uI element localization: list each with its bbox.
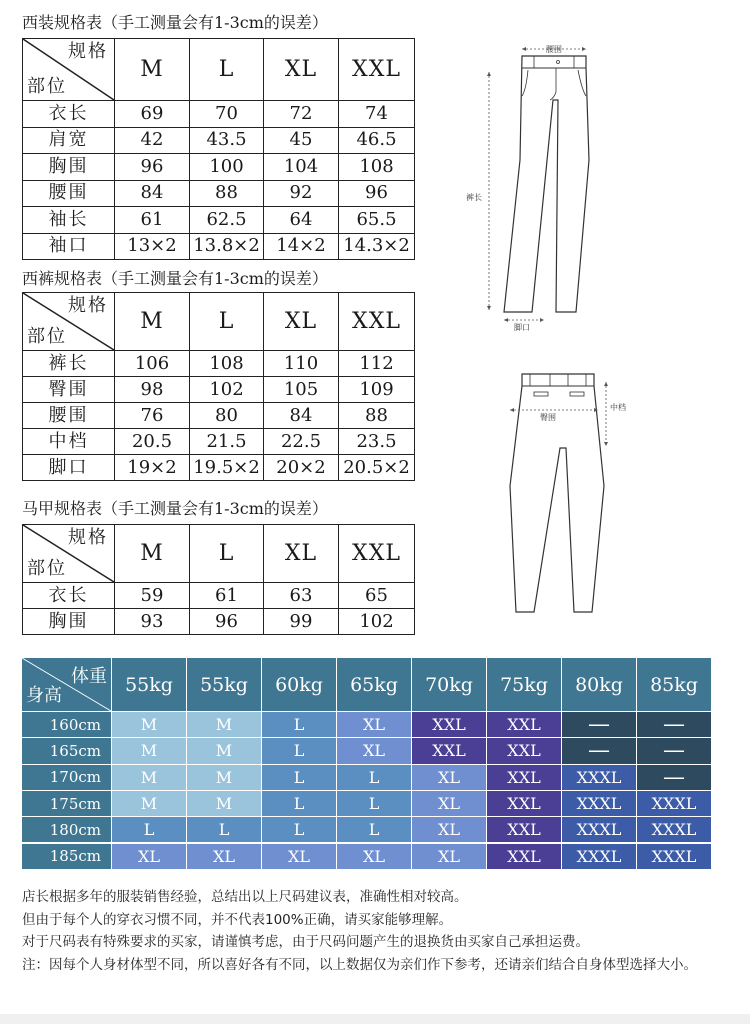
row-label: 臀围: [23, 377, 115, 403]
table-row: [23, 233, 415, 260]
rec-size-cell: XXXL: [562, 765, 636, 790]
corner-spec-label: 规格: [68, 527, 108, 548]
table-cell: 96: [339, 180, 415, 207]
table-cell: 108: [339, 154, 415, 181]
size-header-xxl: XXL: [339, 39, 415, 101]
size-header-xl: XL: [264, 293, 339, 351]
rec-size-cell: XL: [412, 791, 486, 816]
rec-size-cell: M: [187, 791, 261, 816]
table-cell: 42: [115, 127, 190, 154]
table-cell: 65.5: [339, 207, 415, 234]
table-header-row: [23, 525, 415, 583]
rec-size-cell: L: [262, 791, 336, 816]
pants-front-illustration: [466, 40, 606, 340]
rec-size-cell: XXL: [487, 791, 561, 816]
rec-size-cell: XXL: [487, 844, 561, 869]
table-cell: 88: [339, 403, 415, 429]
table-cell: 62.5: [190, 207, 264, 234]
suit-table-title: 西装规格表（手工测量会有1-3cm的误差）: [22, 13, 328, 32]
table-cell: 13×2: [115, 233, 190, 260]
trousers-table-title: 西裤规格表（手工测量会有1-3cm的误差）: [22, 269, 328, 288]
rec-size-cell: XL: [112, 844, 186, 869]
rec-weight-header: 85kg: [637, 658, 711, 711]
table-cell: 61: [190, 583, 264, 609]
rec-size-cell: XXXL: [562, 791, 636, 816]
row-label: 胸围: [23, 609, 115, 635]
row-label: 衣长: [23, 101, 115, 128]
table-cell: 105: [264, 377, 339, 403]
rec-size-cell: M: [112, 765, 186, 790]
table-cell: 96: [115, 154, 190, 181]
row-label: 胸围: [23, 154, 115, 181]
size-header-l: L: [190, 293, 264, 351]
rec-size-cell: XXL: [487, 817, 561, 842]
rec-size-cell: XXL: [487, 738, 561, 763]
table-row: [23, 101, 415, 128]
notes: [22, 886, 722, 976]
size-header-xl: XL: [264, 525, 339, 583]
rec-size-cell: XL: [337, 844, 411, 869]
table-cell: 20.5×2: [339, 455, 415, 481]
rec-size-cell: L: [337, 817, 411, 842]
note-line: 对于尺码表有特殊要求的买家，请谨慎考虑，由于尺码问题产生的退换货由买家自己承担运费。: [22, 934, 589, 950]
table-cell: 110: [264, 351, 339, 377]
corner-spec-label: 规格: [68, 295, 108, 316]
rec-size-cell: M: [187, 712, 261, 737]
rec-weight-label: 体重: [71, 666, 107, 687]
rec-size-cell: —: [637, 765, 711, 790]
table-cell: 84: [264, 403, 339, 429]
table-cell: 20×2: [264, 455, 339, 481]
rec-size-cell: —: [637, 712, 711, 737]
size-header-xl: XL: [264, 39, 339, 101]
vest-table-title: 马甲规格表（手工测量会有1-3cm的误差）: [22, 499, 328, 518]
table-cell: 13.8×2: [190, 233, 264, 260]
pants-front-hem-label: 脚口: [514, 323, 530, 332]
table-cell: 19×2: [115, 455, 190, 481]
table-corner-cell: [23, 525, 115, 583]
rec-size-cell: M: [187, 738, 261, 763]
rec-height-label: 身高: [26, 685, 62, 706]
rec-size-cell: M: [112, 791, 186, 816]
rec-size-cell: XXL: [487, 765, 561, 790]
rec-size-cell: L: [112, 817, 186, 842]
row-label: 中档: [23, 429, 115, 455]
rec-height-row-label: 165cm: [22, 738, 111, 763]
rec-size-cell: XXL: [412, 738, 486, 763]
row-label: 肩宽: [23, 127, 115, 154]
table-cell: 104: [264, 154, 339, 181]
rec-size-cell: L: [262, 817, 336, 842]
size-header-m: M: [115, 525, 190, 583]
suit-size-table: [22, 38, 415, 260]
rec-size-cell: XXXL: [637, 791, 711, 816]
table-row: [23, 455, 415, 481]
rec-size-cell: M: [187, 765, 261, 790]
table-cell: 109: [339, 377, 415, 403]
note-line: 但由于每个人的穿衣习惯不同，并不代表100%正确，请买家能够理解。: [22, 911, 453, 928]
table-cell: 69: [115, 101, 190, 128]
table-cell: 96: [190, 609, 264, 635]
size-header-l: L: [190, 525, 264, 583]
rec-corner-cell: [22, 658, 111, 711]
table-cell: 102: [190, 377, 264, 403]
pants-front-waist-label: 腰围: [546, 45, 562, 54]
rec-size-cell: XL: [337, 712, 411, 737]
table-corner-cell: [23, 39, 115, 101]
rec-height-row-label: 175cm: [22, 791, 111, 816]
rec-size-cell: XL: [412, 817, 486, 842]
table-cell: 70: [190, 101, 264, 128]
table-cell: 100: [190, 154, 264, 181]
rec-size-cell: —: [637, 738, 711, 763]
table-cell: 19.5×2: [190, 455, 264, 481]
table-cell: 59: [115, 583, 190, 609]
table-header-row: [23, 293, 415, 351]
rec-size-cell: XXXL: [562, 817, 636, 842]
table-cell: 20.5: [115, 429, 190, 455]
table-cell: 14.3×2: [339, 233, 415, 260]
size-header-xxl: XXL: [339, 293, 415, 351]
size-recommendation-table: [22, 658, 712, 870]
table-cell: 102: [339, 609, 415, 635]
rec-size-cell: XXL: [487, 712, 561, 737]
rec-weight-header: 75kg: [487, 658, 561, 711]
table-cell: 61: [115, 207, 190, 234]
table-row: [23, 127, 415, 154]
table-cell: 45: [264, 127, 339, 154]
pants-back-hip-label: 臀围: [540, 413, 556, 422]
rec-size-cell: XL: [262, 844, 336, 869]
note-line: 注：因每个人身材体型不同，所以喜好各有不同，以上数据仅为亲们作下参考，还请亲们结合自身体型选择大小。: [22, 956, 697, 973]
table-cell: 98: [115, 377, 190, 403]
table-cell: 72: [264, 101, 339, 128]
rec-height-row-label: 180cm: [22, 817, 111, 842]
table-cell: 80: [190, 403, 264, 429]
rec-weight-header: 70kg: [412, 658, 486, 711]
rec-weight-header: 55kg: [112, 658, 186, 711]
row-label: 袖口: [23, 233, 115, 260]
table-row: [23, 377, 415, 403]
rec-size-cell: M: [112, 712, 186, 737]
note-line: 店长根据多年的服装销售经验，总结出以上尺码建议表，准确性相对较高。: [22, 889, 468, 905]
table-cell: 88: [190, 180, 264, 207]
rec-size-cell: XXXL: [637, 844, 711, 869]
rec-size-cell: XXXL: [562, 844, 636, 869]
table-cell: 63: [264, 583, 339, 609]
table-cell: 92: [264, 180, 339, 207]
table-cell: 99: [264, 609, 339, 635]
size-header-l: L: [190, 39, 264, 101]
size-header-m: M: [115, 293, 190, 351]
trousers-size-table: [22, 292, 415, 481]
rec-height-row-label: 170cm: [22, 765, 111, 790]
table-corner-cell: [23, 293, 115, 351]
table-header-row: [23, 39, 415, 101]
table-row: [23, 403, 415, 429]
pants-back-illustration: [494, 368, 644, 618]
rec-size-cell: L: [337, 765, 411, 790]
row-label: 衣长: [23, 583, 115, 609]
table-cell: 43.5: [190, 127, 264, 154]
row-label: 脚口: [23, 455, 115, 481]
table-row: [23, 351, 415, 377]
row-label: 腰围: [23, 180, 115, 207]
rec-size-cell: XXL: [412, 712, 486, 737]
table-cell: 46.5: [339, 127, 415, 154]
corner-part-label: 部位: [27, 558, 67, 579]
table-row: [23, 207, 415, 234]
row-label: 袖长: [23, 207, 115, 234]
corner-part-label: 部位: [27, 76, 67, 97]
table-cell: 108: [190, 351, 264, 377]
vest-size-table: [22, 524, 415, 635]
table-row: [23, 583, 415, 609]
table-row: [23, 429, 415, 455]
rec-size-cell: XL: [187, 844, 261, 869]
rec-size-cell: XXXL: [637, 817, 711, 842]
rec-height-row-label: 185cm: [22, 844, 111, 869]
table-row: [23, 180, 415, 207]
table-cell: 74: [339, 101, 415, 128]
row-label: 腰围: [23, 403, 115, 429]
table-row: [23, 154, 415, 181]
table-cell: 93: [115, 609, 190, 635]
table-row: [23, 609, 415, 635]
size-header-m: M: [115, 39, 190, 101]
table-cell: 112: [339, 351, 415, 377]
table-cell: 65: [339, 583, 415, 609]
rec-weight-header: 80kg: [562, 658, 636, 711]
corner-spec-label: 规格: [68, 41, 108, 62]
rec-size-cell: L: [337, 791, 411, 816]
rec-size-cell: L: [187, 817, 261, 842]
rec-size-cell: —: [562, 738, 636, 763]
rec-size-cell: —: [562, 712, 636, 737]
table-cell: 14×2: [264, 233, 339, 260]
rec-size-cell: L: [262, 765, 336, 790]
rec-size-cell: L: [262, 738, 336, 763]
table-cell: 23.5: [339, 429, 415, 455]
rec-weight-header: 65kg: [337, 658, 411, 711]
rec-size-cell: M: [112, 738, 186, 763]
rec-size-cell: XL: [412, 844, 486, 869]
rec-height-row-label: 160cm: [22, 712, 111, 737]
rec-size-cell: L: [262, 712, 336, 737]
table-cell: 22.5: [264, 429, 339, 455]
rec-weight-header: 55kg: [187, 658, 261, 711]
pants-back-mid-label: 中档: [610, 403, 626, 412]
pants-front-length-label: 裤长: [466, 193, 482, 202]
rec-size-cell: XL: [337, 738, 411, 763]
corner-part-label: 部位: [27, 326, 67, 347]
table-cell: 76: [115, 403, 190, 429]
table-cell: 21.5: [190, 429, 264, 455]
rec-weight-header: 60kg: [262, 658, 336, 711]
size-header-xxl: XXL: [339, 525, 415, 583]
bottom-strip: [0, 1014, 750, 1024]
table-cell: 64: [264, 207, 339, 234]
table-cell: 84: [115, 180, 190, 207]
table-cell: 106: [115, 351, 190, 377]
rec-size-cell: XL: [412, 765, 486, 790]
row-label: 裤长: [23, 351, 115, 377]
